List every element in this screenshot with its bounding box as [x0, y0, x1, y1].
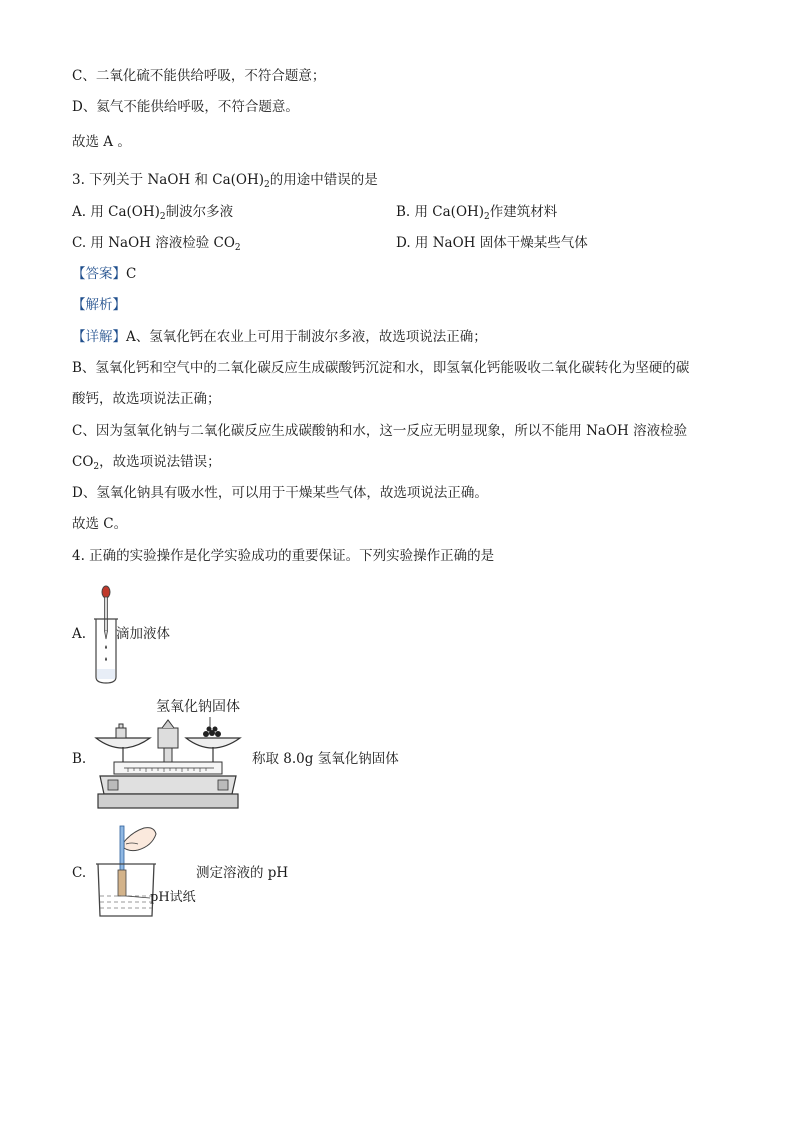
- q4-option-a-letter: A.: [72, 626, 87, 642]
- answer-value: C: [126, 266, 137, 282]
- q3-stem: 3. 下列关于 NaOH 和 $Ca(OH)_2$的用途中错误的是: [72, 172, 378, 190]
- prev-line-d: D、氦气不能供给呼吸，不符合题意。: [72, 99, 299, 115]
- q4-option-c-letter: C.: [72, 865, 87, 881]
- q3-detail-c2: $CO_2$，故选项说法错误；: [72, 454, 221, 472]
- q3-detail-b1: B、氢氧化钙和空气中的二氧化碳反应生成碳酸钙沉淀和水，即氢氧化钙能吸收二氧化碳转化为坚硬的碳: [72, 360, 690, 376]
- q3-analysis-tag: 【解析】: [72, 297, 126, 313]
- q3-detail-b2: 酸钙，故选项说法正确；: [72, 391, 221, 407]
- q3-detail-d: D、氢氧化钠具有吸水性，可以用于干燥某些气体，故选项说法正确。: [72, 485, 488, 501]
- q4-option-a-caption: 滴加液体: [116, 626, 170, 642]
- answer-tag: 【答案】: [72, 266, 126, 282]
- ph-test-figure: [94, 824, 158, 920]
- detail-tag: 【详解】: [72, 329, 126, 345]
- q4-option-c-caption: 测定溶液的 pH: [196, 865, 289, 881]
- q3-option-d: D. 用 NaOH 固体干燥某些气体: [396, 235, 588, 251]
- q3-detail-c1: C、因为氢氧化钠与二氧化碳反应生成碳酸钠和水，这一反应无明显现象，所以不能用 NaOH 溶液检验: [72, 423, 688, 439]
- q3-option-a: A. 用 $Ca(OH)_2$制波尔多液: [72, 204, 234, 222]
- prev-conclusion: 故选 A 。: [72, 134, 131, 150]
- q3-answer: [72, 265, 136, 283]
- q4-option-b-caption: 称取 8.0g 氢氧化钠固体: [252, 751, 399, 767]
- q3-conclusion: 故选 C。: [72, 516, 128, 532]
- q4-option-b-letter: B.: [72, 751, 87, 767]
- ph-paper-label: pH试纸: [150, 890, 196, 905]
- balance-figure: [94, 714, 242, 818]
- prev-line-c: C、二氧化硫不能供给呼吸，不符合题意；: [72, 68, 326, 84]
- sodium-hydroxide-label: 氢氧化钠固体: [156, 699, 240, 715]
- q3-detail-a: 【详解】A、氢氧化钙在农业上可用于制波尔多液，故选项说法正确；: [72, 329, 487, 345]
- q3-option-b: B. 用 $Ca(OH)_2$作建筑材料: [396, 204, 558, 222]
- q3-option-c: C. 用 NaOH 溶液检验 $CO_2$: [72, 235, 241, 253]
- q4-stem: 4. 正确的实验操作是化学实验成功的重要保证。下列实验操作正确的是: [72, 548, 495, 564]
